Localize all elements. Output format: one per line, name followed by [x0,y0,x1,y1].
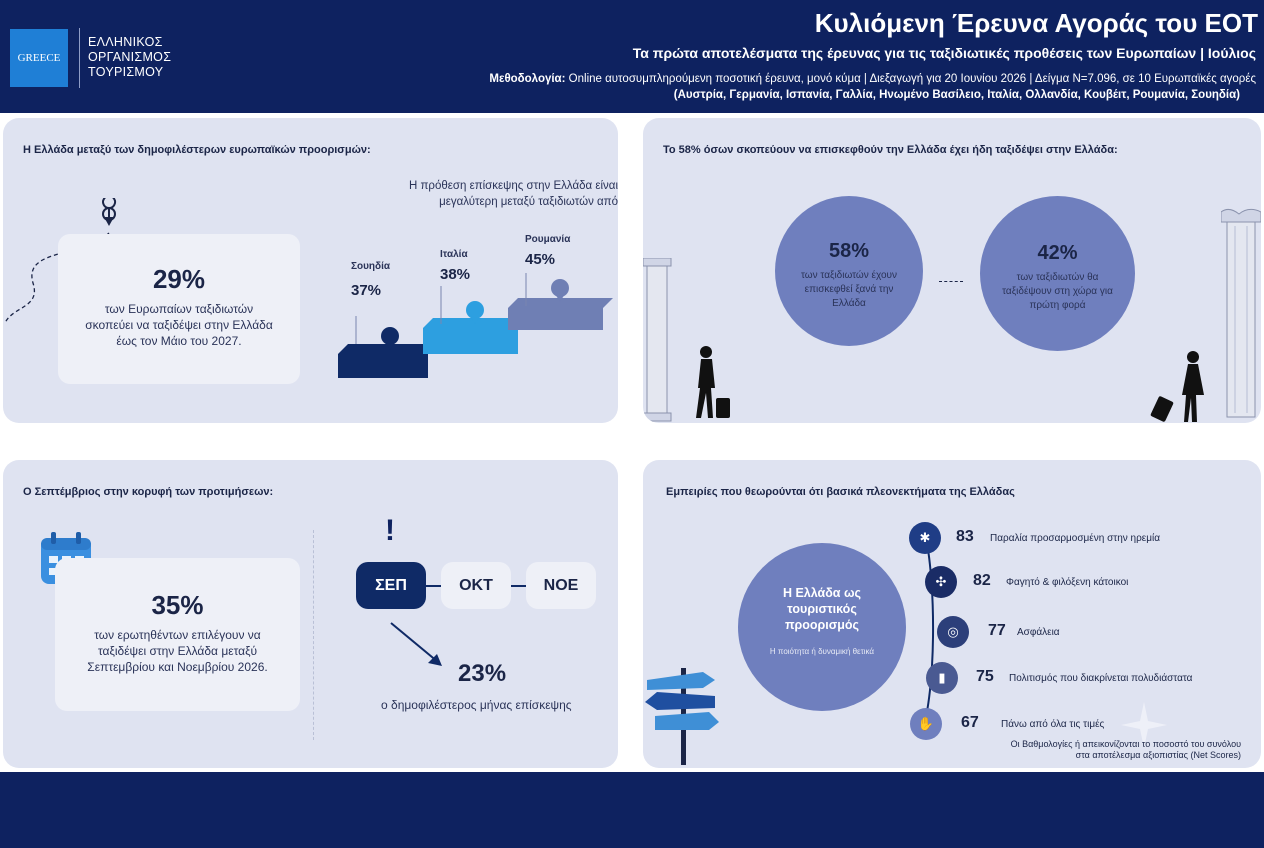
logo-line: ΟΡΓΑΝΙΣΜΟΣ [88,50,172,64]
experience-row [643,522,1261,552]
panel-divider [313,530,314,740]
marker-country: Ιταλία [440,249,468,260]
methodology-text: Online αυτοσυμπληρούμενη ποσοτική έρευνα, μονό κύμα | Διεξαγωγή για 20 Ιουνίου 2026 | Δείγμα N=7.096, σε 10 Ευρωπαϊκές αγορές [568,73,1256,85]
experience-row [643,566,1261,596]
page-subtitle: Τα πρώτα αποτελέσματα της έρευνας για τις ταξιδιωτικές προθέσεις των Ευρωπαίων | Ιούλιος [632,45,1256,61]
first-time-text: των ταξιδιωτών θα ταξιδέψουν στη χώρα για πρώτη φορά [1002,272,1113,311]
first-time-circle [980,196,1135,351]
month-connector [511,585,526,587]
footnote-line: Οι Βαθμολογίες ή απεικονίζονται το ποσοστό του συνόλου [1010,739,1241,749]
panel-title: Ο Σεπτέμβριος στην κορυφή των προτιμήσεων: [23,486,274,498]
column-right-icon [1221,208,1261,423]
greece-logo: GREECE [10,29,68,87]
panel-title: Η Ελλάδα μεταξύ των δημοφιλέστερων ευρωπαϊκών προορισμών: [23,144,371,156]
top-month-text: ο δημοφιλέστερος μήνας επίσκεψης [381,698,572,712]
experience-score: 75 [976,668,994,685]
returning-visitors-circle [775,196,923,346]
intent-text: των Ευρωπαίων ταξιδιωτών σκοπεύει να ταξιδέψει στην Ελλάδα έως τον Μάιο του 2027. [85,302,273,348]
marker-country: Ρουμανία [525,234,571,245]
methodology-line [489,73,1256,85]
intent-value: 29% [152,264,206,294]
returning-text: των ταξιδιωτών έχουν επισκεφθεί ξανά την Ελλάδα [800,270,897,309]
exclamation-icon: ! [385,514,395,547]
beach-icon: ✱ [909,522,941,554]
gnto-logo-text [88,35,171,80]
column-icon: ▮ [926,662,958,694]
season-text: των ερωτηθέντων επιλέγουν να ταξιδέψει στην Ελλάδα μεταξύ Σεπτεμβρίου και Νοεμβρίου 2026. [87,628,268,674]
month-oct: ΟΚΤ [441,562,511,609]
marker-value: 38% [440,266,471,283]
experience-label: Παραλία προσαρμοσμένη στην ηρεμία [990,533,1161,544]
food-icon: ✣ [925,566,957,598]
methodology-label: Μεθοδολογία: [489,73,566,85]
column-left-icon [643,258,673,423]
markets-list: (Αυστρία, Γερμανία, Ισπανία, Γαλλία, Ηνωμένο Βασίλειο, Ιταλία, Ολλανδία, Κουβέιτ, Ρουμανία, Σουηδία) [673,89,1240,101]
footnote-line: στα αποτέλεσμα αξιοπιστίας (Net Scores) [1075,750,1241,760]
step-italy-front [423,328,518,354]
intent-card [58,234,300,384]
chart-caption: Η πρόθεση επίσκεψης στην Ελλάδα είναι μεγαλύτερη μεταξύ ταξιδιωτών από [408,180,618,208]
marker-value: 45% [525,251,556,268]
month-connector [426,585,441,587]
experience-score: 83 [956,528,974,545]
circle-subtitle: Η ποιότητα ή δυναμική θετικά [769,647,875,656]
logo-divider [79,28,80,88]
panel-title: Εμπειρίες που θεωρούνται ότι βασικά πλεονεκτήματα της Ελλάδας [666,486,1015,498]
top-month-value: 23% [458,660,507,687]
page-title: Κυλιόμενη Έρευνα Αγοράς του ΕΟΤ [814,8,1258,38]
first-time-value: 42% [1037,242,1078,264]
month-nov: ΝΟΕ [526,562,596,609]
experience-label: Φαγητό & φιλόξενη κάτοικοι [1006,577,1129,588]
step-sweden-front [338,354,428,378]
logo-line: ΕΛΛΗΝΙΚΟΣ [88,35,163,49]
panel-experiences [643,460,1261,768]
panel-months [3,460,618,768]
circles-connector [939,281,963,282]
experience-score: 82 [973,572,991,589]
traveler-man-icon [681,343,741,423]
step-romania-front [508,308,603,330]
header-bar [0,0,1264,113]
marker-romania [525,232,570,268]
hand-icon: ✋ [910,708,942,740]
experience-score: 67 [961,714,979,731]
experience-score: 77 [988,622,1006,639]
marker-italy [440,247,470,283]
panel-repeat-visitors [643,118,1261,423]
arrow-down-right-icon [388,620,448,670]
footnote [1011,739,1241,761]
experience-row [643,662,1261,692]
logo-line: ΤΟΥΡΙΣΜΟΥ [88,65,164,79]
marker-country: Σουηδία [351,261,391,272]
panel-title: Το 58% όσων σκοπεύουν να επισκεφθούν την Ελλάδα έχει ήδη ταξιδέψει στην Ελλάδα: [663,144,1118,156]
experience-label: Πολιτισμός που διακρίνεται πολυδιάστατα [1009,673,1193,684]
month-sep: ΣΕΠ [356,562,426,609]
season-value: 35% [151,590,204,620]
experience-label: Ασφάλεια [1017,627,1060,638]
circle-title: Η Ελλάδα ως τουριστικός προορισμός [782,586,862,632]
season-card [55,558,300,711]
shield-icon: ◎ [937,616,969,648]
returning-value: 58% [828,240,870,262]
country-steps-chart [328,228,618,388]
traveler-woman-icon [1148,350,1213,423]
marker-sweden [351,259,390,299]
panel-destinations [3,118,618,423]
footer-bar [0,772,1264,848]
experience-label: Πάνω από όλα τις τιμές [1001,719,1105,730]
marker-value: 37% [351,282,382,299]
experience-row [643,616,1261,646]
